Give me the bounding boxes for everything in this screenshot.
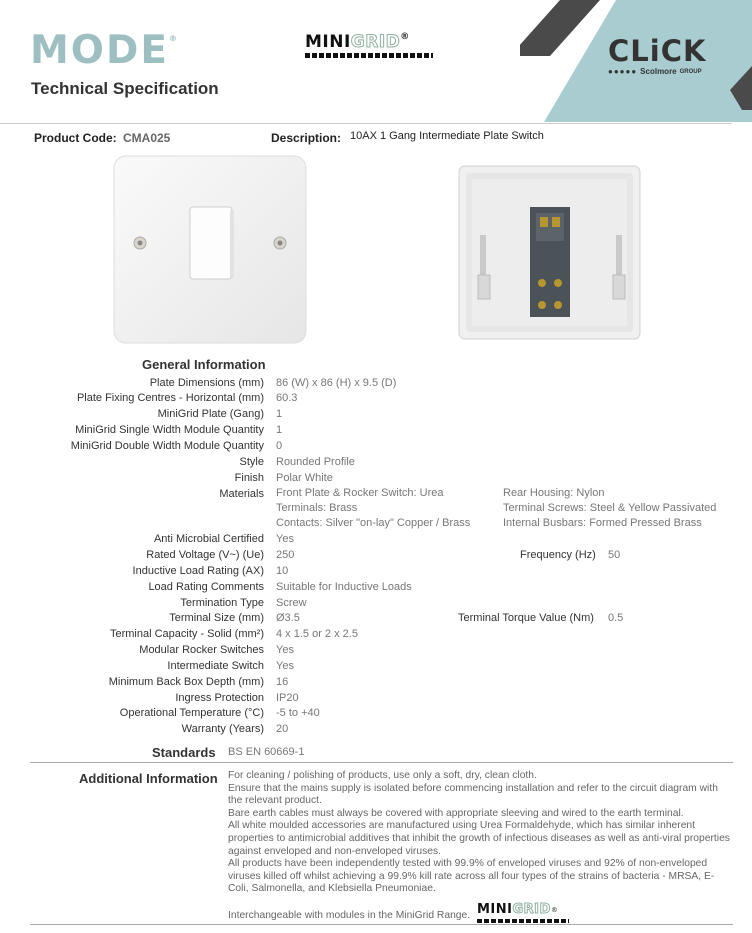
additional-line-isolation: Ensure that the mains supply is isolated before commencing installation and refer to the circuit diagram with the relevant product.	[228, 782, 718, 807]
standards-divider	[30, 762, 733, 763]
spec-value-modular-rocker: Yes	[276, 644, 294, 656]
minigrid-grid-text: GRID	[350, 32, 401, 52]
standards-label: Standards	[152, 745, 216, 760]
minigrid-bar	[305, 53, 433, 58]
mode-logo-text: MODE	[30, 28, 169, 73]
spec-label-back-box-depth: Minimum Back Box Depth (mm)	[108, 676, 264, 688]
additional-info-title: Additional Information	[79, 771, 218, 786]
spec-value-plate-gang: 1	[276, 408, 283, 420]
spec-label-termination-type: Termination Type	[180, 597, 264, 609]
minigrid-logo-small	[477, 901, 569, 923]
additional-line-interchangeable	[228, 901, 733, 923]
spec-label-modular-rocker: Modular Rocker Switches	[139, 644, 264, 656]
spec-label-inductive-load: Inductive Load Rating (AX)	[132, 565, 264, 577]
description-value: 10AX 1 Gang Intermediate Plate Switch	[350, 130, 544, 142]
minigrid-small-reg-mark: ®	[550, 905, 559, 914]
spec-value-rated-voltage: 250	[276, 549, 295, 561]
spec-label-double-width: MiniGrid Double Width Module Quantity	[70, 440, 264, 452]
spec-value-termination-type: Screw	[276, 597, 307, 609]
spec-label-single-width: MiniGrid Single Width Module Quantity	[75, 424, 264, 436]
click-dots: ●●●●●	[608, 67, 638, 76]
spec-value-finish: Polar White	[276, 472, 333, 484]
additional-line-urea: All white moulded accessories are manufactured using Urea Formaldehyde, which has similar inherent properties to antimicrobial additives that inhibit the growth of infectious diseases as well as anti-viral properties against enveloped and non-enveloped viruses.	[228, 820, 730, 857]
spec-value-fixing-centres: 60.3	[276, 392, 298, 404]
spec-value-terminal-capacity: 4 x 1.5 or 2 x 2.5	[276, 628, 358, 640]
product-code-label: Product Code:	[34, 131, 117, 145]
spec-label-operational-temp: Operational Temperature (°C)	[119, 707, 264, 719]
spec-value-materials-screws: Terminal Screws: Steel & Yellow Passivated	[503, 502, 717, 514]
spec-label-finish: Finish	[234, 472, 264, 484]
spec-value-inductive-load: 10	[276, 565, 289, 577]
spec-value-plate-dimensions: 86 (W) x 86 (H) x 9.5 (D)	[276, 377, 397, 389]
spec-value-warranty: 20	[276, 723, 289, 735]
additional-line-tested: All products have been independently tested with 99.9% of enveloped viruses and 92% of non-enveloped viruses killed off whilst achieving a 99.9% kill rate across all four types of the strains of bacteria - MRSA, E-Coli, Salmonella, and Klebsiella Pneumoniae.	[228, 858, 715, 895]
spec-value-operational-temp: -5 to +40	[276, 707, 320, 719]
spec-value-terminal-size: Ø3.5	[276, 612, 300, 624]
spec-value-materials-contacts: Contacts: Silver "on-lay" Copper / Brass	[276, 517, 471, 529]
spec-label-terminal-capacity: Terminal Capacity - Solid (mm²)	[109, 628, 264, 640]
header-divider	[0, 123, 732, 124]
minigrid-reg-mark: ®	[400, 32, 410, 42]
additional-line-cleaning: For cleaning / polishing of products, use only a soft, dry, clean cloth.	[228, 770, 537, 781]
spec-value-double-width: 0	[276, 440, 283, 452]
spec-label-materials: Materials	[219, 488, 264, 500]
spec-label-frequency: Frequency (Hz)	[520, 549, 596, 561]
spec-value-anti-microbial: Yes	[276, 533, 294, 545]
description-label: Description:	[271, 131, 342, 145]
spec-value-frequency: 50	[608, 549, 621, 561]
spec-value-ingress-protection: IP20	[276, 692, 299, 704]
interchangeable-text: Interchangeable with modules in the MiniGrid Range.	[228, 909, 471, 921]
standards-value: BS EN 60669-1	[228, 746, 305, 758]
minigrid-small-mini-text: MINI	[477, 901, 513, 917]
scolmore-text: Scolmore	[640, 67, 677, 76]
spec-label-torque: Terminal Torque Value (Nm)	[458, 612, 594, 624]
spec-value-materials-rear: Rear Housing: Nylon	[503, 487, 605, 499]
spec-value-back-box-depth: 16	[276, 676, 289, 688]
spec-label-intermediate-switch: Intermediate Switch	[167, 660, 264, 672]
minigrid-small-bar	[477, 919, 569, 923]
spec-label-ingress-protection: Ingress Protection	[175, 692, 264, 704]
mode-reg-mark: ®	[168, 34, 179, 43]
product-code-value: CMA025	[123, 131, 171, 145]
spec-label-terminal-size: Terminal Size (mm)	[169, 612, 264, 624]
additional-line-earth: Bare earth cables must always be covered with appropriate sleeving and wired to the earth terminal.	[228, 807, 684, 819]
minigrid-mini-text: MINI	[305, 32, 351, 52]
spec-label-warranty: Warranty (Years)	[181, 723, 264, 735]
spec-value-materials-busbars: Internal Busbars: Formed Pressed Brass	[503, 517, 702, 529]
spec-value-torque: 0.5	[608, 612, 624, 624]
spec-value-intermediate-switch: Yes	[276, 660, 294, 672]
spec-label-plate-gang: MiniGrid Plate (Gang)	[157, 408, 264, 420]
general-info-title: General Information	[142, 357, 266, 372]
minigrid-small-grid-text: GRID	[512, 901, 551, 917]
spec-label-plate-dimensions: Plate Dimensions (mm)	[149, 377, 264, 389]
spec-value-single-width: 1	[276, 424, 283, 436]
spec-value-style: Rounded Profile	[276, 456, 355, 468]
additional-info-text	[228, 770, 733, 923]
click-logo	[608, 36, 706, 76]
spec-label-style: Style	[239, 456, 264, 468]
spec-value-materials-front: Front Plate & Rocker Switch: Urea	[276, 487, 444, 499]
minigrid-logo	[305, 32, 433, 58]
spec-label-rated-voltage: Rated Voltage (V~) (Ue)	[146, 549, 264, 561]
front-plate-image	[112, 155, 308, 345]
click-logo-text: CLiCK	[608, 34, 707, 68]
mode-logo	[30, 28, 179, 73]
spec-label-load-comments: Load Rating Comments	[148, 581, 264, 593]
spec-value-materials-terminals: Terminals: Brass	[276, 502, 358, 514]
rear-view-image	[458, 165, 641, 340]
spec-label-fixing-centres: Plate Fixing Centres - Horizontal (mm)	[76, 392, 264, 404]
spec-label-anti-microbial: Anti Microbial Certified	[153, 533, 264, 545]
spec-value-load-comments: Suitable for Inductive Loads	[276, 581, 412, 593]
page-title: Technical Specification	[31, 79, 219, 98]
scolmore-group-text: GROUP	[679, 68, 702, 75]
footer-divider	[30, 924, 733, 925]
